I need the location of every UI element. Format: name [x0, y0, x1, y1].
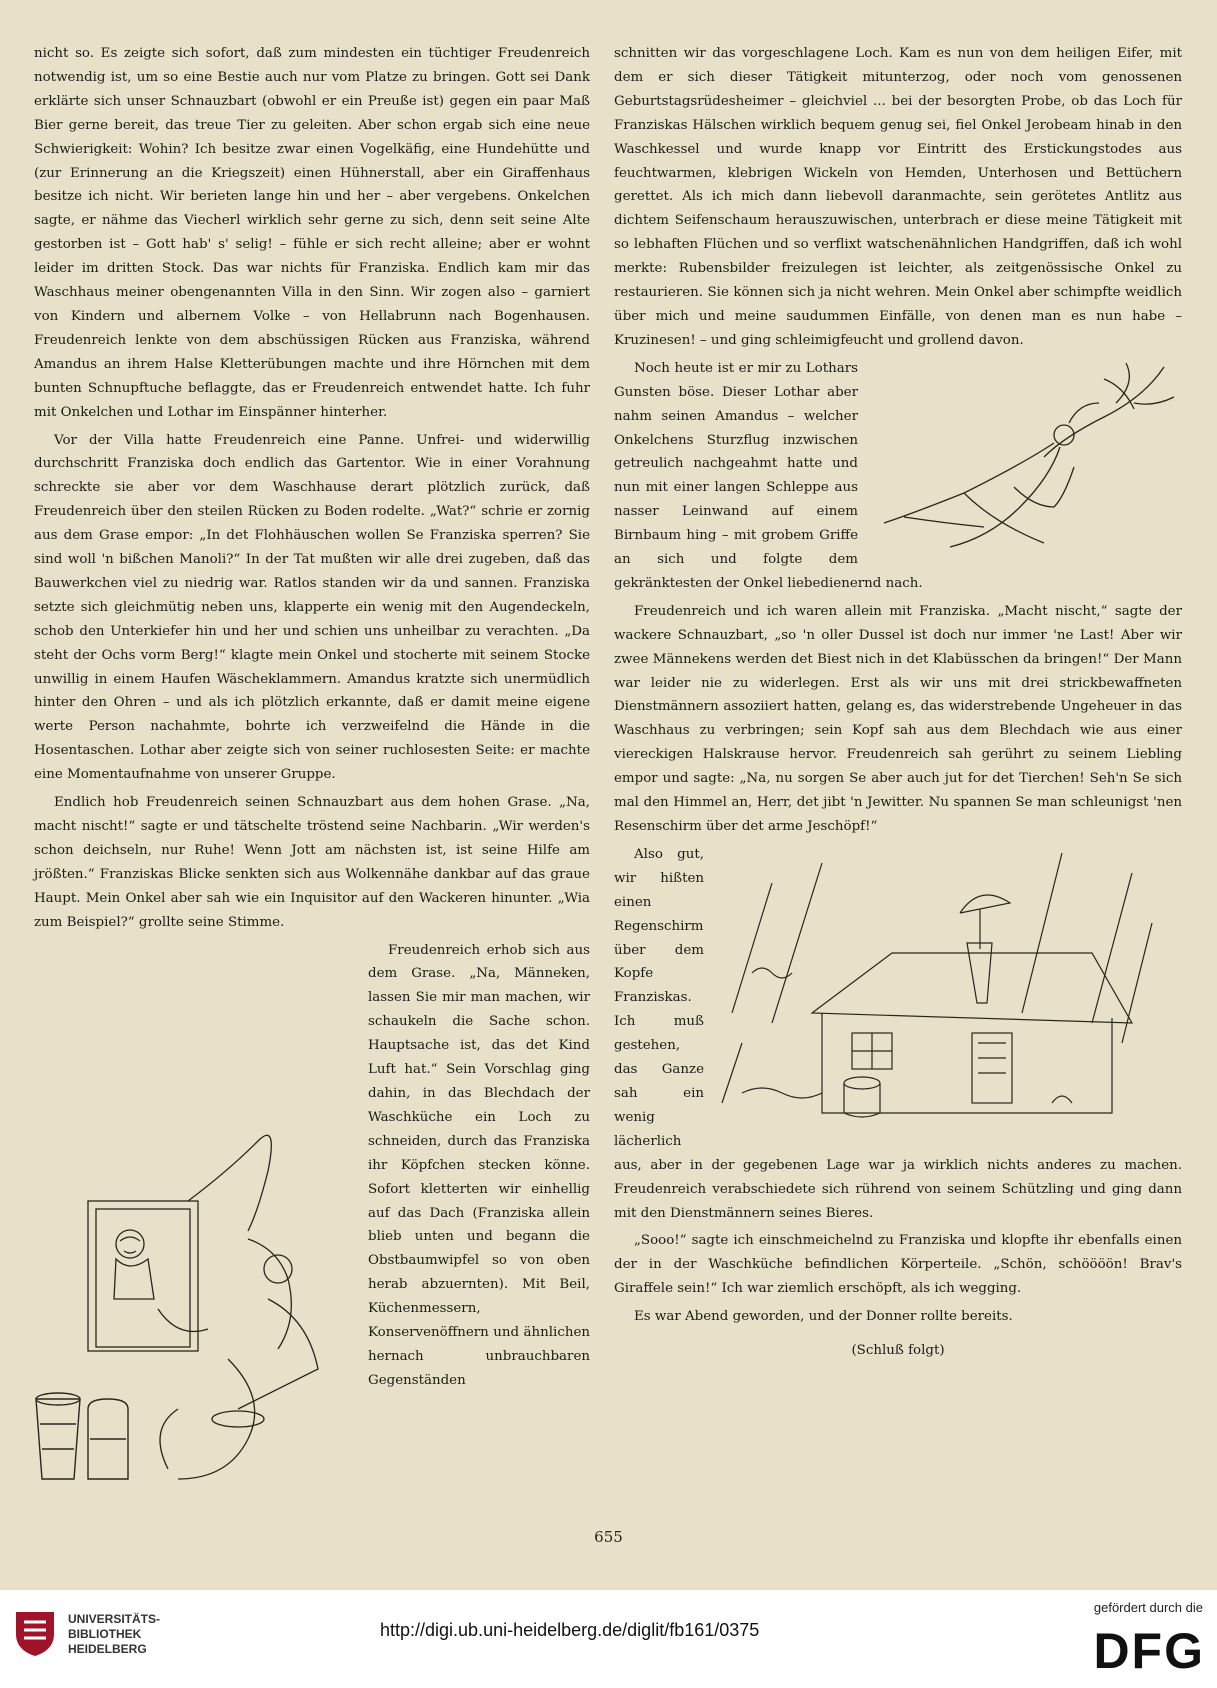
library-line: UNIVERSITÄTS-: [68, 1612, 161, 1626]
paragraph: Freudenreich und ich waren allein mit Franziska. „Macht nischt,“ sagte der wackere Schnauzbart, „so 'n oller Dussel ist doch nur immer 'ne Last! Aber wir zwee Männekens werden det Biest nich in det Klabüsschen da bringen!“ Der Mann war leider nie zu widerlegen. Erst als wir uns mit drei strickbewaffneten Dienstmännern assoziiert hatten, gelang es, das widerstrebende Ungeheuer in das Waschhaus zu verbringen; sein Kopf sah aus dem Blechdach wie aus einer viereckigen Halskrause hervor. Freudenreich sah gerührt zu seinem Liebling empor und sagte: „Na, nu sorgen Se aber auch jut for det Tierchen! Seh'n Se sich mal den Himmel an, Herr, det jibt 'n Jewitter. Nu spannen Se man schleunigst 'nen Resenschirm über det arme Jeschöpf!“: [614, 603, 1182, 834]
paragraph: Es war Abend geworden, und der Donner rollte bereits.: [634, 1309, 1013, 1325]
right-text-column: [614, 42, 1182, 1367]
left-text-column: [34, 42, 590, 1499]
paragraph: nicht so. Es zeigte sich sofort, daß zum mindesten ein tüchtiger Freudenreich notwendig ist, um so eine Bestie auch nur vom Platze zu bringen. Gott sei Dank erklärte sich unser Schnauzbart (obwohl er ein Preuße ist) gegen ein paar Maß Bier gerne bereit, das treue Tier zu geleiten. Aber schon ergab sich eine neue Schwierigkeit: Wohin? Ich besitze zwar einen Vogelkäfig, eine Hundehütte und (zur Erinnerung an die Kriegszeit) einen Hühnerstall, aber ein Giraffenhaus besitze ich nicht. Wir berieten lange hin und her – aber vergebens. Onkelchen sagte, er nähme das Viecherl wirklich sehr gerne zu sich, denn seit seine Alte gestorben ist – Gott hab' s' selig! – fühle er sich recht alleine; aber er wohnt leider im dritten Stock. Das war nichts für Franziska. Endlich kam mir das Waschhaus meiner obengenannten Villa in den Sinn. Wir zogen also – garniert von Kindern und albernem Volke – von Hellabrunn nach Bogenhausen. Freudenreich lenkte von dem abschüssigen Rücken aus Franziska, während Amandus an ihrem Halse Kletterübungen machte und ihre Hörnchen mit dem bunten Schnupftuche beflaggte, das er Freudenreich entwendet hatte. Ich fuhr mit Onkelchen und Lothar im Einspänner hinterher.: [34, 46, 590, 420]
paragraph: Endlich hob Freudenreich seinen Schnauzbart aus dem hohen Grase. „Na, macht nischt!“ sagte er und tätschelte tröstend seine Nachbarin. „Wir werden's schon deichseln, nur Ruhe! Wenn Jott am nächsten ist, ist seine Hilfe am jrößten.“ Franziskas Blicke senkten sich aus Wolkennähe dankbar auf das graue Haupt. Mein Onkel aber sah wie ein Inquisitor auf den Wackeren hinunter. „Wia zum Beispiel?“ grollte seine Stimme.: [34, 795, 590, 930]
illustration-waschhaus-umbrella: [712, 843, 1182, 1143]
illustration-waschhaus-door: [28, 939, 358, 1499]
paragraph: Also gut, wir hißten einen Regenschirm über dem Kopfe Franziskas. Ich muß gestehen, das Ganze sah ein wenig lächerlich aus, aber in der gegebenen Lage war ja wirklich nichts anderes zu machen. Freudenreich verabschiedete sich rührend von seinem Schützling und ging dann mit den Dienstmännern seines Bieres.: [614, 846, 1182, 1221]
paragraph: Noch heute ist er mir zu Lothars Gunsten böse. Dieser Lothar aber nahm seinen Amandus – welcher Onkelchens Sturzflug inzwischen getreulich nachgeahmt hatte und nun mit einer langen Schleppe aus nasser Leinwand auf einem Birnbaum hing – mit grobem Griffe an sich und folgte dem gekränktesten der Onkel liebedienernd nach.: [614, 360, 923, 591]
paragraph: Vor der Villa hatte Freudenreich eine Panne. Unfrei- und widerwillig durchschritt Franziska doch endlich das Gartentor. Wie in einer Vorahnung schreckte sie aber vor dem Waschhause derart plötzlich zurück, daß Freudenreich über den steilen Rücken zu Boden rodelte. „Wat?“ schrie er zornig aus dem Grase empor: „In det Flohhäuschen wollen Se Franziska sperren? Sie sind woll 'n bißchen Manoli?“ In der Tat mußten wir alle drei zugeben, daß das Bauwerkchen viel zu niedrig war. Ratlos standen wir da und sannen. Franziska setzte sich gleichmütig neben uns, klapperte ein wenig mit den Augendeckeln, schob den Unterkiefer hin und her und schien uns unheilbar zu verachten. „Da steht der Ochs vorm Berg!“ klagte mein Onkel und stocherte mit seinem Stocke unwillig in einem Haufen Wäscheklammern. Amandus kratzte sich unermüdlich hinter den Ohren – und als ich plötzlich erkannte, daß er damit meine eigene werte Person nachahmte, bohrte ich verzweifelnd die Hände in die Hosentaschen. Lothar aber zeigte sich von seiner ruchlosesten Seite: er machte eine Momentaufnahme von unserer Gruppe.: [34, 432, 590, 783]
footer-bar: [0, 1590, 1217, 1688]
paragraph: „Sooo!“ sagte ich einschmeichelnd zu Franziska und klopfte ihr ebenfalls einen der in der Waschküche befindlichen Körperteile. „Schön, schöööön! Brav's Giraffele sein!“ Ich war ziemlich erschöpft, als ich wegging.: [614, 1233, 1182, 1297]
source-url-link[interactable]: http://digi.ub.uni-heidelberg.de/diglit/fb161/0375: [380, 1620, 760, 1640]
library-line: BIBLIOTHEK: [68, 1627, 142, 1641]
university-library-logo-icon: [12, 1608, 58, 1658]
end-note: (Schluß folgt): [851, 1343, 945, 1359]
library-name: [68, 1612, 160, 1657]
funding-caption: gefördert durch die: [1093, 1600, 1203, 1615]
paragraph: schnitten wir das vorgeschlagene Loch. Kam es nun von dem heiligen Eifer, mit dem er sich dieser Tätigkeit mitunterzog, oder noch vom genossenen Geburtstagsrüdesheimer – gleichviel ... bei der besorgten Probe, ob das Loch für Franziskas Hälschen wirklich bequem genug sei, fiel Onkel Jerobeam hinab in den Waschkessel und wurde knapp vor Eintritt des Erstickungstodes aus feuchtwarmen, klebrigen Wickeln von Hemden, Unterhosen und Bettüchern gerettet. Als ich mich dann liebevoll daranmachte, sein gerötetes Antlitz aus dichtem Seifenschaum herauszuwischen, unterbrach er diese meine Tätigkeit mit so lebhaften Flüchen und so verflixt watschenähnlichen Handgriffen, daß ich wohl merkte: Rubensbilder freizulegen ist leichter, als zeitgenössische Onkel zu restaurieren. Sie können sich ja nicht wehren. Mein Onkel aber schimpfte weidlich über mich und meine saudummen Einfälle, von denen man es nun habe – Kruzinesen! – und ging schleimigfeucht und grollend davon.: [614, 46, 1182, 348]
paragraph: Freudenreich erhob sich aus dem Grase. „Na, Männeken, lassen Sie mir man machen, wir schaukeln die Sache schon. Hauptsache ist, das det Kind Luft hat.“ Sein Vorschlag ging dahin, in das Blechdach der Waschküche ein Loch zu schneiden, durch das Franziska ihr Köpfchen stecken könne. Sofort kletterten wir einhellig auf das Dach (Franziska allein blieb unten und begann die Obstbaumwipfel so von oben herab abzuernten). Mit Beil, Küchenmessern, Konservenöffnern und ähnlichen hernach unbrauchbaren Gegenständen: [368, 942, 590, 1388]
illustration-monkey-in-tree: [864, 357, 1182, 563]
dfg-logo: DFG: [1093, 1623, 1205, 1679]
page-number: 655: [594, 1528, 623, 1546]
library-line: HEIDELBERG: [68, 1642, 147, 1656]
